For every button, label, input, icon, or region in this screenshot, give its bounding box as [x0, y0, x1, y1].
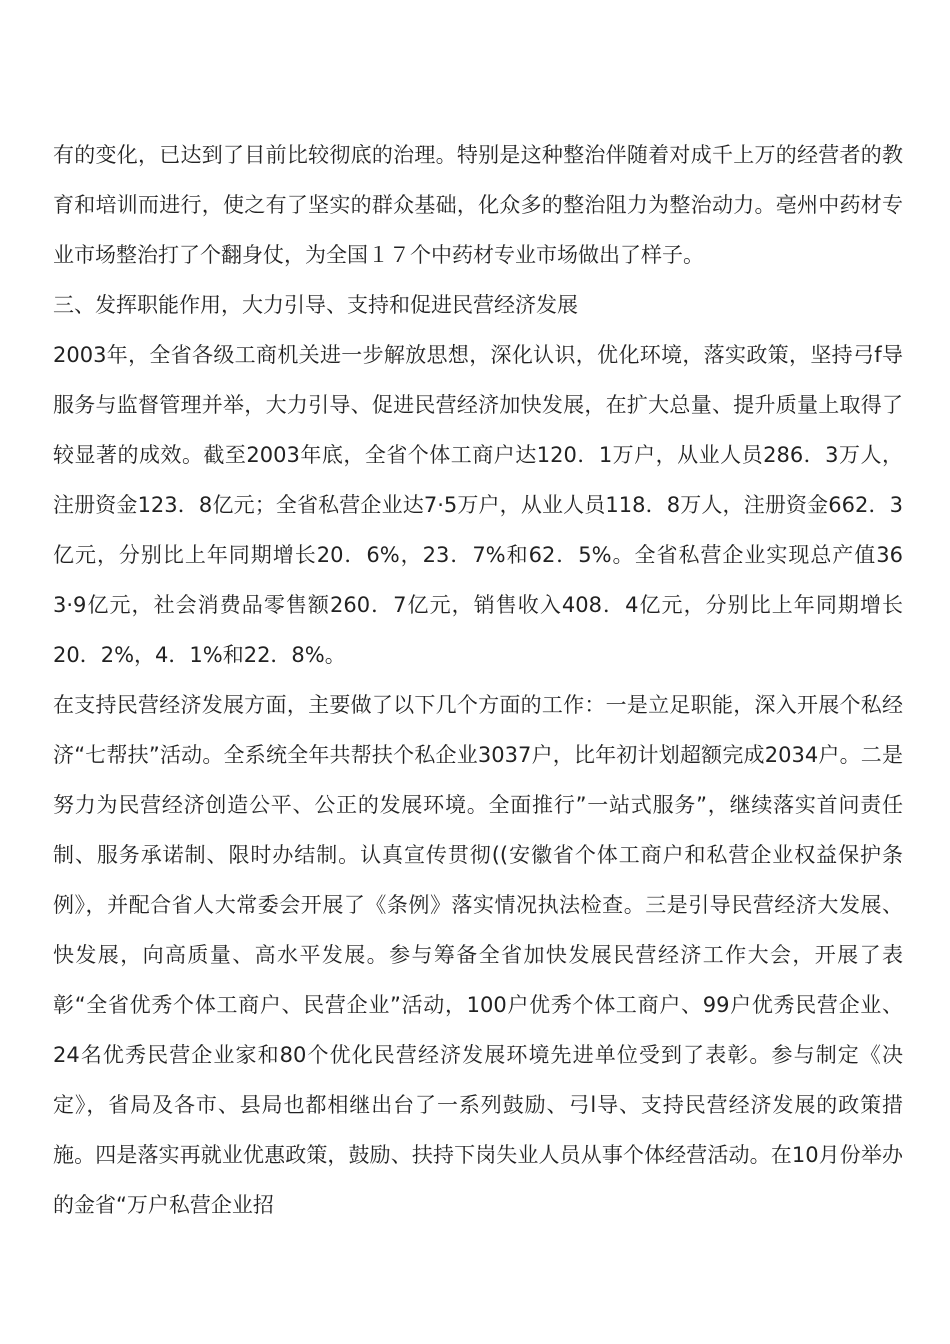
paragraph-statistics: 2003年，全省各级工商机关进一步解放思想，深化认识，优化环境，落实政策，坚持弓f导服务与监督管理并举，大力引导、促进民营经济加快发展，在扩大总量、提升质量上取得了较显著的成效。截至2003年底，全省个体工商户达120．1万户，从业人员286．3万人，注册资金123．8亿元；全省私营企业达7·5万户，从业人员118．8万人，注册资金662．3亿元，分别比上年同期增长20．6%，23．7%和62．5%。全省私营企业实现总产值36 3·9亿元，社会消费品零售额260．7亿元，销售收入408．4亿元，分别比上年同期增长20．2%，4．1%和22．8%。 [53, 343, 903, 667]
document-body [53, 130, 903, 1230]
paragraph-support-work: 在支持民营经济发展方面，主要做了以下几个方面的工作：一是立足职能，深入开展个私经济“七帮扶”活动。全系统全年共帮扶个私企业3037户，比年初计划超额完成2034户。二是努力为民营经济创造公平、公正的发展环境。全面推行”一站式服务”，继续落实首问责任制、服务承诺制、限时办结制。认真宣传贯彻((安徽省个体工商户和私营企业权益保护条例》，并配合省人大常委会开展了《条例》落实情况执法检查。三是引导民营经济大发展、快发展，向高质量、高水平发展。参与筹备全省加快发展民营经济工作大会，开展了表彰“全省优秀个体工商户、民营企业”活动，100户优秀个体工商户、99户优秀民营企业、24名优秀民营企业家和80个优化民营经济发展环境先进单位受到了表彰。参与制定《决定》，省局及各市、县局也都相继出台了一系列鼓励、弓l导、支持民营经济发展的政策措施。四是落实再就业优惠政策，鼓励、扶持下岗失业人员从事个体经营活动。在10月份举办的金省“万户私营企业招 [53, 693, 903, 1217]
section-heading: 三、发挥职能作用，大力引导、支持和促进民营经济发展 [53, 293, 578, 317]
paragraph-market-rectification: 有的变化，已达到了目前比较彻底的治理。特别是这种整治伴随着对成千上万的经营者的教育和培训而进行，使之有了坚实的群众基础，化众多的整治阻力为整治动力。亳州中药材专业市场整治打了个翻身仗，为全国１７个中药材专业市场做出了样子。 [53, 143, 903, 267]
